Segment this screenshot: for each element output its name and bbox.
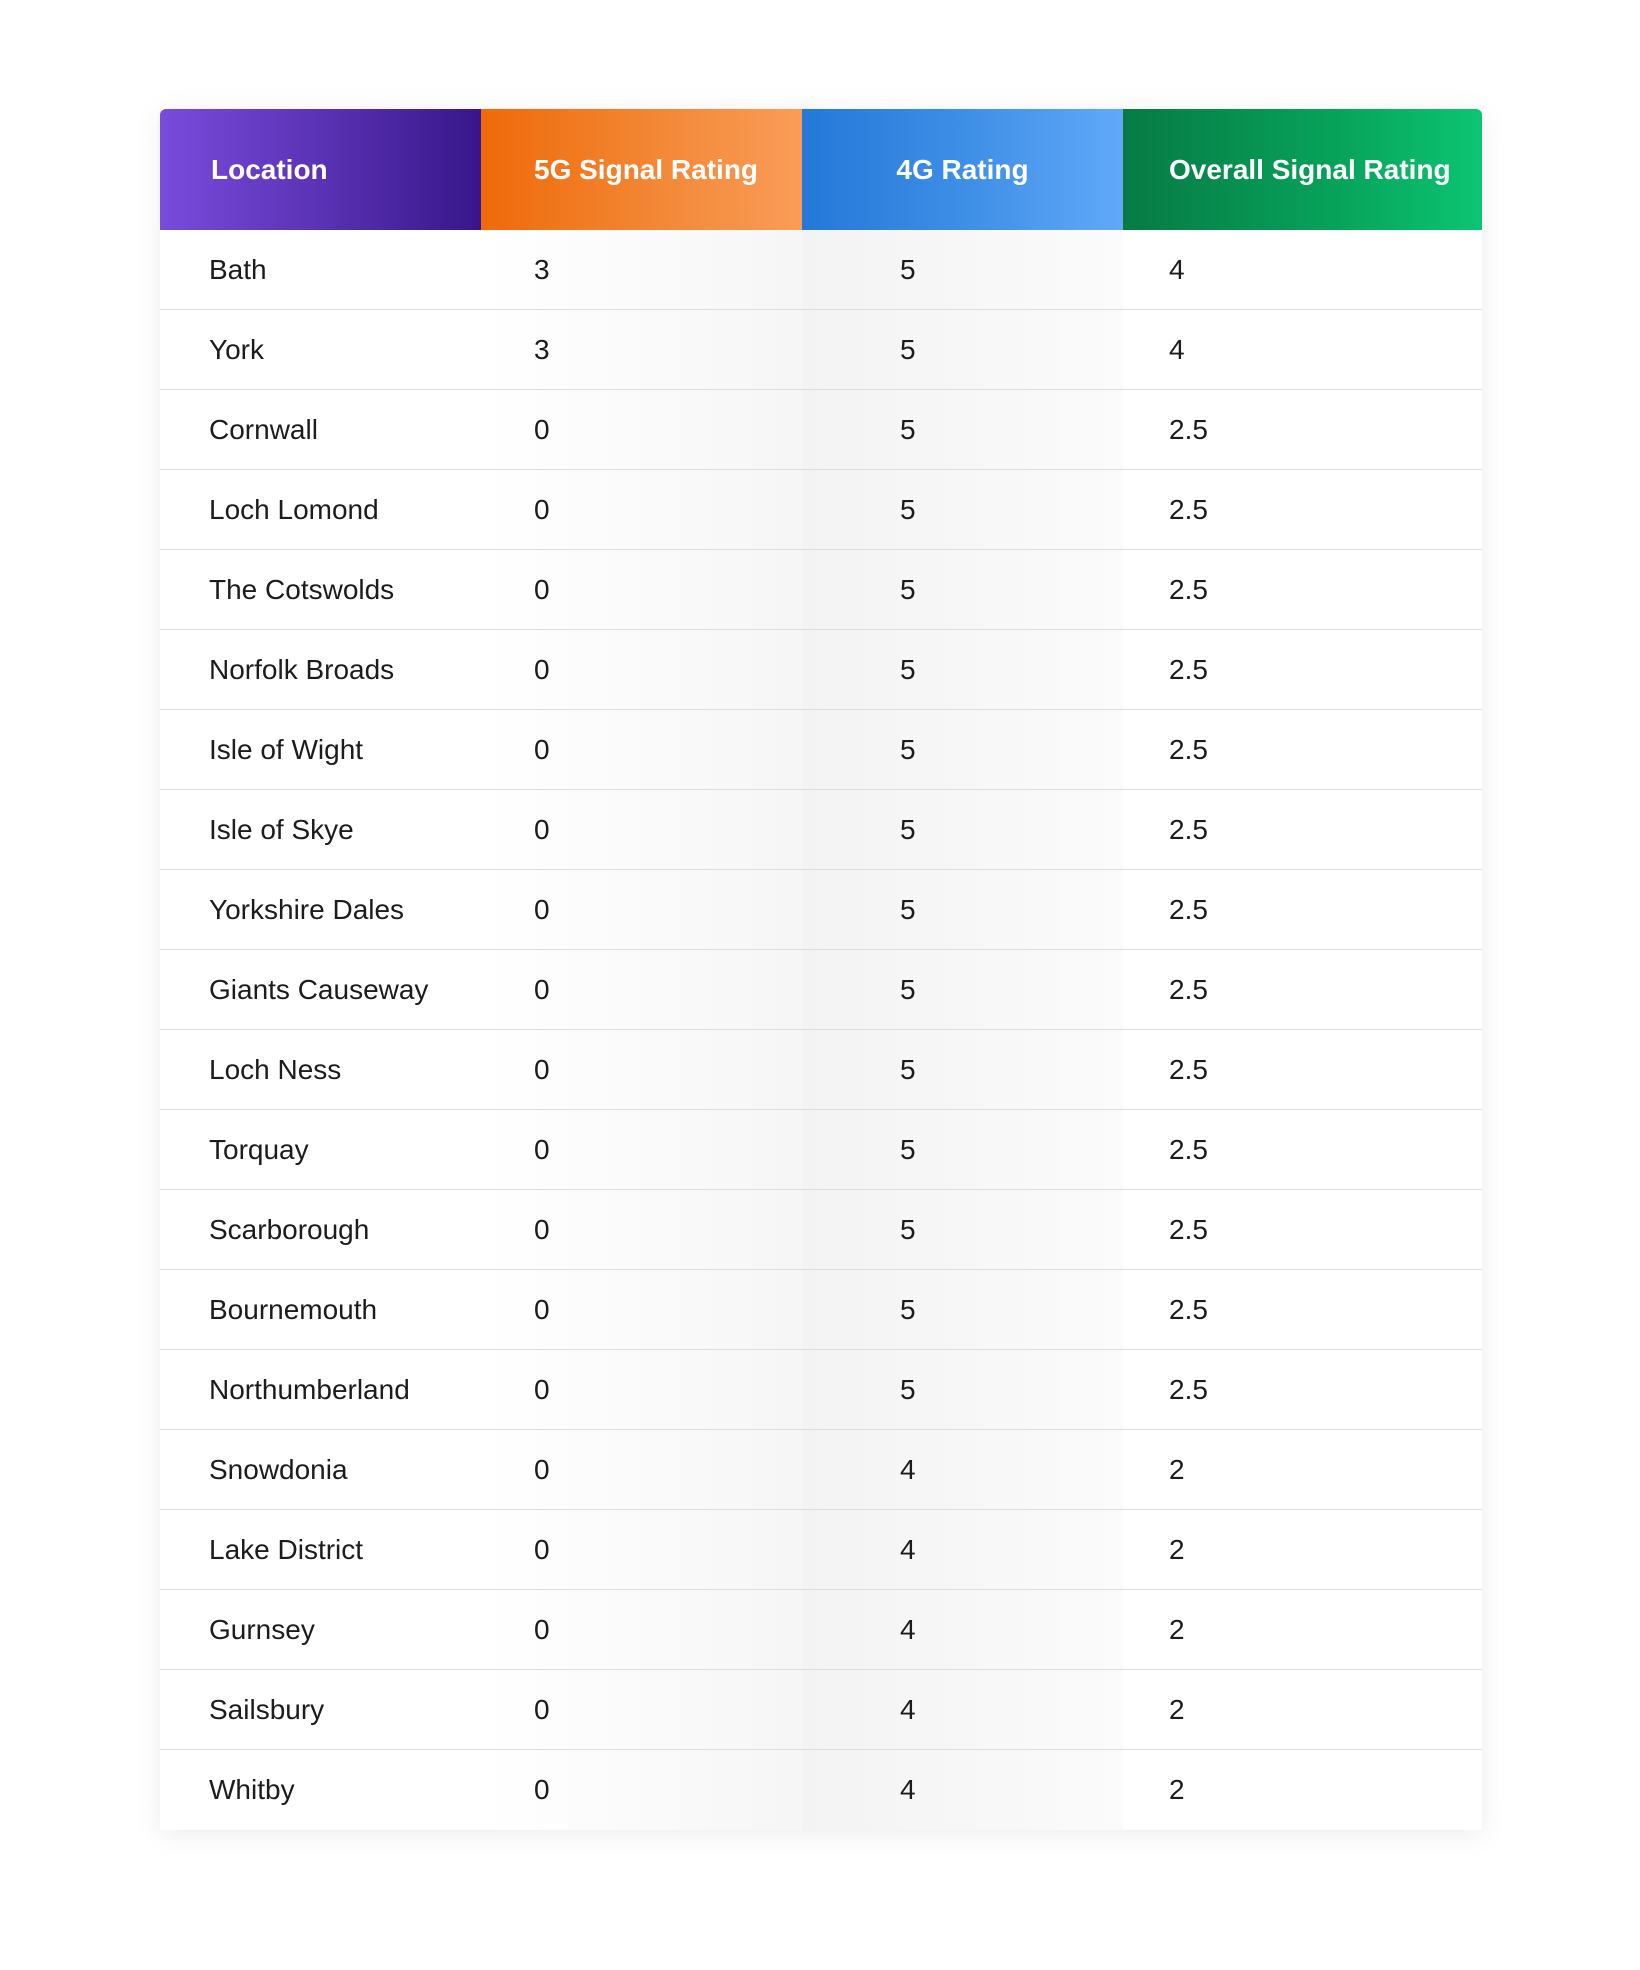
signal-5g-cell: 0 bbox=[481, 470, 802, 549]
overall-rating-cell: 2.5 bbox=[1123, 390, 1482, 469]
signal-5g-cell: 0 bbox=[481, 790, 802, 869]
rating-4g-cell: 5 bbox=[802, 230, 1123, 309]
overall-rating-cell: 2 bbox=[1123, 1670, 1482, 1749]
overall-rating-cell: 2 bbox=[1123, 1510, 1482, 1589]
signal-5g-cell: 0 bbox=[481, 710, 802, 789]
overall-rating-cell: 2 bbox=[1123, 1750, 1482, 1830]
overall-rating-cell: 2 bbox=[1123, 1430, 1482, 1509]
location-cell: Giants Causeway bbox=[160, 950, 481, 1029]
overall-rating-cell: 4 bbox=[1123, 310, 1482, 389]
signal-rating-table bbox=[160, 109, 1482, 1830]
overall-rating-cell: 2.5 bbox=[1123, 1030, 1482, 1109]
signal-5g-cell: 0 bbox=[481, 1110, 802, 1189]
table-row bbox=[160, 1030, 1482, 1110]
table-row bbox=[160, 1270, 1482, 1350]
signal-5g-cell: 0 bbox=[481, 1430, 802, 1509]
location-cell: Isle of Wight bbox=[160, 710, 481, 789]
header-overall-signal-rating: Overall Signal Rating bbox=[1123, 109, 1482, 230]
overall-rating-cell: 2.5 bbox=[1123, 470, 1482, 549]
rating-4g-cell: 5 bbox=[802, 390, 1123, 469]
location-cell: Snowdonia bbox=[160, 1430, 481, 1509]
overall-rating-cell: 2.5 bbox=[1123, 550, 1482, 629]
header-5g-signal-rating: 5G Signal Rating bbox=[481, 109, 802, 230]
location-cell: Torquay bbox=[160, 1110, 481, 1189]
rating-4g-cell: 5 bbox=[802, 1110, 1123, 1189]
signal-5g-cell: 3 bbox=[481, 230, 802, 309]
table-row bbox=[160, 790, 1482, 870]
signal-5g-cell: 3 bbox=[481, 310, 802, 389]
table-row bbox=[160, 1430, 1482, 1510]
signal-5g-cell: 0 bbox=[481, 1510, 802, 1589]
table-row bbox=[160, 390, 1482, 470]
rating-4g-cell: 5 bbox=[802, 1030, 1123, 1109]
table-row bbox=[160, 1670, 1482, 1750]
location-cell: Gurnsey bbox=[160, 1590, 481, 1669]
table-row bbox=[160, 550, 1482, 630]
table-row bbox=[160, 630, 1482, 710]
signal-5g-cell: 0 bbox=[481, 1030, 802, 1109]
table-row bbox=[160, 1190, 1482, 1270]
location-cell: Yorkshire Dales bbox=[160, 870, 481, 949]
rating-4g-cell: 5 bbox=[802, 950, 1123, 1029]
table-body bbox=[160, 230, 1482, 1830]
rating-4g-cell: 5 bbox=[802, 710, 1123, 789]
location-cell: Isle of Skye bbox=[160, 790, 481, 869]
rating-4g-cell: 5 bbox=[802, 1350, 1123, 1429]
signal-5g-cell: 0 bbox=[481, 630, 802, 709]
rating-4g-cell: 5 bbox=[802, 550, 1123, 629]
rating-4g-cell: 5 bbox=[802, 630, 1123, 709]
location-cell: Whitby bbox=[160, 1750, 481, 1830]
rating-4g-cell: 5 bbox=[802, 870, 1123, 949]
table-row bbox=[160, 870, 1482, 950]
overall-rating-cell: 2.5 bbox=[1123, 1110, 1482, 1189]
location-cell: Northumberland bbox=[160, 1350, 481, 1429]
table-row bbox=[160, 950, 1482, 1030]
table-row bbox=[160, 1110, 1482, 1190]
table-row bbox=[160, 1510, 1482, 1590]
table-row bbox=[160, 1590, 1482, 1670]
overall-rating-cell: 2.5 bbox=[1123, 870, 1482, 949]
overall-rating-cell: 2 bbox=[1123, 1590, 1482, 1669]
rating-4g-cell: 5 bbox=[802, 790, 1123, 869]
table-row bbox=[160, 310, 1482, 390]
signal-5g-cell: 0 bbox=[481, 950, 802, 1029]
location-cell: Norfolk Broads bbox=[160, 630, 481, 709]
signal-5g-cell: 0 bbox=[481, 1670, 802, 1749]
rating-4g-cell: 4 bbox=[802, 1430, 1123, 1509]
rating-4g-cell: 4 bbox=[802, 1590, 1123, 1669]
location-cell: York bbox=[160, 310, 481, 389]
location-cell: Lake District bbox=[160, 1510, 481, 1589]
overall-rating-cell: 2.5 bbox=[1123, 1270, 1482, 1349]
rating-4g-cell: 5 bbox=[802, 1190, 1123, 1269]
table-header-row bbox=[160, 109, 1482, 230]
signal-5g-cell: 0 bbox=[481, 1270, 802, 1349]
rating-4g-cell: 4 bbox=[802, 1510, 1123, 1589]
rating-4g-cell: 4 bbox=[802, 1670, 1123, 1749]
overall-rating-cell: 2.5 bbox=[1123, 1190, 1482, 1269]
signal-5g-cell: 0 bbox=[481, 870, 802, 949]
location-cell: Scarborough bbox=[160, 1190, 481, 1269]
location-cell: The Cotswolds bbox=[160, 550, 481, 629]
table-row bbox=[160, 1350, 1482, 1430]
signal-5g-cell: 0 bbox=[481, 1590, 802, 1669]
overall-rating-cell: 2.5 bbox=[1123, 790, 1482, 869]
table-row bbox=[160, 1750, 1482, 1830]
location-cell: Bath bbox=[160, 230, 481, 309]
rating-4g-cell: 5 bbox=[802, 310, 1123, 389]
rating-4g-cell: 4 bbox=[802, 1750, 1123, 1830]
location-cell: Loch Ness bbox=[160, 1030, 481, 1109]
overall-rating-cell: 4 bbox=[1123, 230, 1482, 309]
header-location: Location bbox=[160, 109, 481, 230]
signal-5g-cell: 0 bbox=[481, 1190, 802, 1269]
location-cell: Sailsbury bbox=[160, 1670, 481, 1749]
rating-4g-cell: 5 bbox=[802, 470, 1123, 549]
rating-4g-cell: 5 bbox=[802, 1270, 1123, 1349]
header-4g-rating: 4G Rating bbox=[802, 109, 1123, 230]
table-row bbox=[160, 470, 1482, 550]
signal-5g-cell: 0 bbox=[481, 1350, 802, 1429]
signal-5g-cell: 0 bbox=[481, 1750, 802, 1830]
table-row bbox=[160, 710, 1482, 790]
overall-rating-cell: 2.5 bbox=[1123, 1350, 1482, 1429]
location-cell: Bournemouth bbox=[160, 1270, 481, 1349]
table-row bbox=[160, 230, 1482, 310]
overall-rating-cell: 2.5 bbox=[1123, 950, 1482, 1029]
overall-rating-cell: 2.5 bbox=[1123, 710, 1482, 789]
location-cell: Cornwall bbox=[160, 390, 481, 469]
signal-5g-cell: 0 bbox=[481, 390, 802, 469]
signal-5g-cell: 0 bbox=[481, 550, 802, 629]
location-cell: Loch Lomond bbox=[160, 470, 481, 549]
overall-rating-cell: 2.5 bbox=[1123, 630, 1482, 709]
